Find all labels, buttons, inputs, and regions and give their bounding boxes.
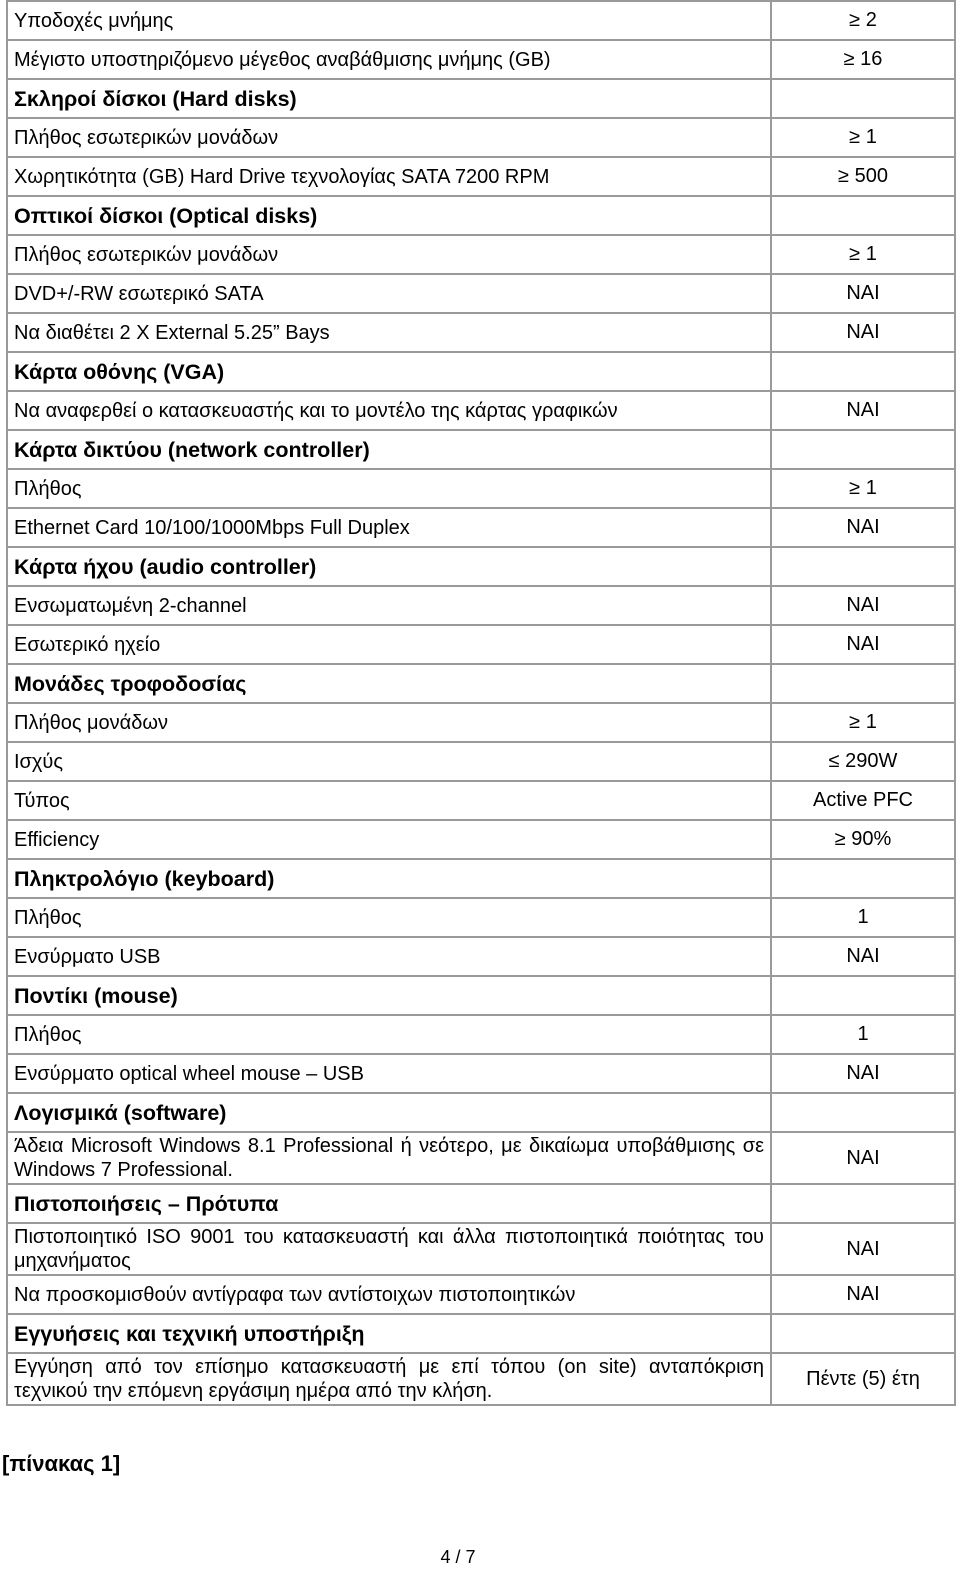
spec-value: ΝΑΙ: [771, 391, 955, 430]
spec-label: Τύπος: [7, 781, 771, 820]
spec-label: Ενσύρματο optical wheel mouse – USB: [7, 1054, 771, 1093]
spec-value: ΝΑΙ: [771, 1223, 955, 1275]
table-caption: [πίνακας 1]: [2, 1451, 121, 1476]
table-row: [7, 1223, 955, 1275]
spec-value: ΝΑΙ: [771, 625, 955, 664]
spec-value: ΝΑΙ: [771, 1275, 955, 1314]
table-row: [7, 1054, 955, 1093]
table-row: [7, 703, 955, 742]
spec-value: [771, 352, 955, 391]
section-heading: Οπτικοί δίσκοι (Optical disks): [7, 196, 771, 235]
spec-label: Πλήθος εσωτερικών μονάδων: [7, 118, 771, 157]
spec-label: Πιστοποιητικό ISO 9001 του κατασκευαστή και άλλα πιστοποιητικά ποιότητας του μηχανήματος: [7, 1223, 771, 1275]
spec-value: ≤ 290W: [771, 742, 955, 781]
section-heading: Κάρτα οθόνης (VGA): [7, 352, 771, 391]
table-row: [7, 586, 955, 625]
table-row: [7, 742, 955, 781]
table-row: [7, 1015, 955, 1054]
spec-value: [771, 430, 955, 469]
spec-label: Πλήθος εσωτερικών μονάδων: [7, 235, 771, 274]
table-row: [7, 274, 955, 313]
spec-value: Active PFC: [771, 781, 955, 820]
spec-value: [771, 547, 955, 586]
table-row: [7, 508, 955, 547]
section-row: [7, 430, 955, 469]
spec-label: Ισχύς: [7, 742, 771, 781]
section-heading: Ποντίκι (mouse): [7, 976, 771, 1015]
section-heading: Εγγυήσεις και τεχνική υποστήριξη: [7, 1314, 771, 1353]
spec-label: Πλήθος μονάδων: [7, 703, 771, 742]
spec-label: Εσωτερικό ηχείο: [7, 625, 771, 664]
spec-label: Εγγύηση από τον επίσημο κατασκευαστή με επί τόπου (on site) ανταπόκριση τεχνικού την επόμενη εργάσιμη ημέρα από την κλήση.: [7, 1353, 771, 1405]
spec-label: Efficiency: [7, 820, 771, 859]
spec-label: Υποδοχές μνήμης: [7, 1, 771, 40]
table-row: [7, 1353, 955, 1405]
table-row: [7, 469, 955, 508]
section-row: [7, 1314, 955, 1353]
table-row: [7, 1132, 955, 1184]
table-row: [7, 937, 955, 976]
section-heading: Λογισμικά (software): [7, 1093, 771, 1132]
section-heading: Πιστοποιήσεις – Πρότυπα: [7, 1184, 771, 1223]
spec-value: [771, 1314, 955, 1353]
section-heading: Σκληροί δίσκοι (Hard disks): [7, 79, 771, 118]
spec-value: [771, 1093, 955, 1132]
spec-value: 1: [771, 1015, 955, 1054]
table-row: [7, 1, 955, 40]
spec-label: Πλήθος: [7, 898, 771, 937]
page-number: 4 / 7: [440, 1547, 476, 1567]
spec-value: [771, 1184, 955, 1223]
table-row: [7, 235, 955, 274]
spec-label: Μέγιστο υποστηριζόμενο μέγεθος αναβάθμισης μνήμης (GB): [7, 40, 771, 79]
table-row: [7, 118, 955, 157]
table-row: [7, 820, 955, 859]
spec-value: ΝΑΙ: [771, 937, 955, 976]
table-row: [7, 40, 955, 79]
spec-value: Πέντε (5) έτη: [771, 1353, 955, 1405]
table-row: [7, 898, 955, 937]
section-row: [7, 196, 955, 235]
table-row: [7, 781, 955, 820]
spec-label: Να αναφερθεί ο κατασκευαστής και το μοντέλο της κάρτας γραφικών: [7, 391, 771, 430]
table-row: [7, 313, 955, 352]
table-row: [7, 1275, 955, 1314]
spec-value: ≥ 1: [771, 118, 955, 157]
section-row: [7, 859, 955, 898]
section-row: [7, 664, 955, 703]
spec-value: ΝΑΙ: [771, 313, 955, 352]
spec-value: ΝΑΙ: [771, 508, 955, 547]
spec-label: Άδεια Microsoft Windows 8.1 Professional ή νεότερο, με δικαίωμα υποβάθμισης σε Windows 7 Professional.: [7, 1132, 771, 1184]
section-heading: Κάρτα δικτύου (network controller): [7, 430, 771, 469]
spec-label: Να διαθέτει 2 X External 5.25” Bays: [7, 313, 771, 352]
section-row: [7, 1184, 955, 1223]
spec-value: [771, 976, 955, 1015]
spec-value: ≥ 1: [771, 469, 955, 508]
spec-value: [771, 79, 955, 118]
spec-value: ≥ 1: [771, 235, 955, 274]
spec-label: DVD+/-RW εσωτερικό SATA: [7, 274, 771, 313]
table-row: [7, 625, 955, 664]
section-row: [7, 79, 955, 118]
spec-value: ≥ 90%: [771, 820, 955, 859]
table-row: [7, 391, 955, 430]
spec-value: 1: [771, 898, 955, 937]
spec-label: Να προσκομισθούν αντίγραφα των αντίστοιχων πιστοποιητικών: [7, 1275, 771, 1314]
spec-value: ΝΑΙ: [771, 1054, 955, 1093]
spec-value: ≥ 500: [771, 157, 955, 196]
spec-value: [771, 664, 955, 703]
spec-label: Πλήθος: [7, 469, 771, 508]
spec-value: [771, 196, 955, 235]
spec-label: Ενσύρματο USB: [7, 937, 771, 976]
spec-value: ΝΑΙ: [771, 586, 955, 625]
spec-value: ≥ 16: [771, 40, 955, 79]
spec-value: ≥ 2: [771, 1, 955, 40]
spec-table: [6, 0, 956, 1406]
spec-value: ΝΑΙ: [771, 274, 955, 313]
table-row: [7, 157, 955, 196]
spec-label: Ethernet Card 10/100/1000Mbps Full Duplex: [7, 508, 771, 547]
spec-value: [771, 859, 955, 898]
section-heading: Κάρτα ήχου (audio controller): [7, 547, 771, 586]
section-row: [7, 1093, 955, 1132]
spec-label: Πλήθος: [7, 1015, 771, 1054]
section-row: [7, 547, 955, 586]
section-row: [7, 976, 955, 1015]
spec-label: Ενσωματωμένη 2-channel: [7, 586, 771, 625]
spec-value: ≥ 1: [771, 703, 955, 742]
section-heading: Πληκτρολόγιο (keyboard): [7, 859, 771, 898]
section-row: [7, 352, 955, 391]
spec-label: Χωρητικότητα (GB) Hard Drive τεχνολογίας SATA 7200 RPM: [7, 157, 771, 196]
section-heading: Μονάδες τροφοδοσίας: [7, 664, 771, 703]
spec-value: ΝΑΙ: [771, 1132, 955, 1184]
